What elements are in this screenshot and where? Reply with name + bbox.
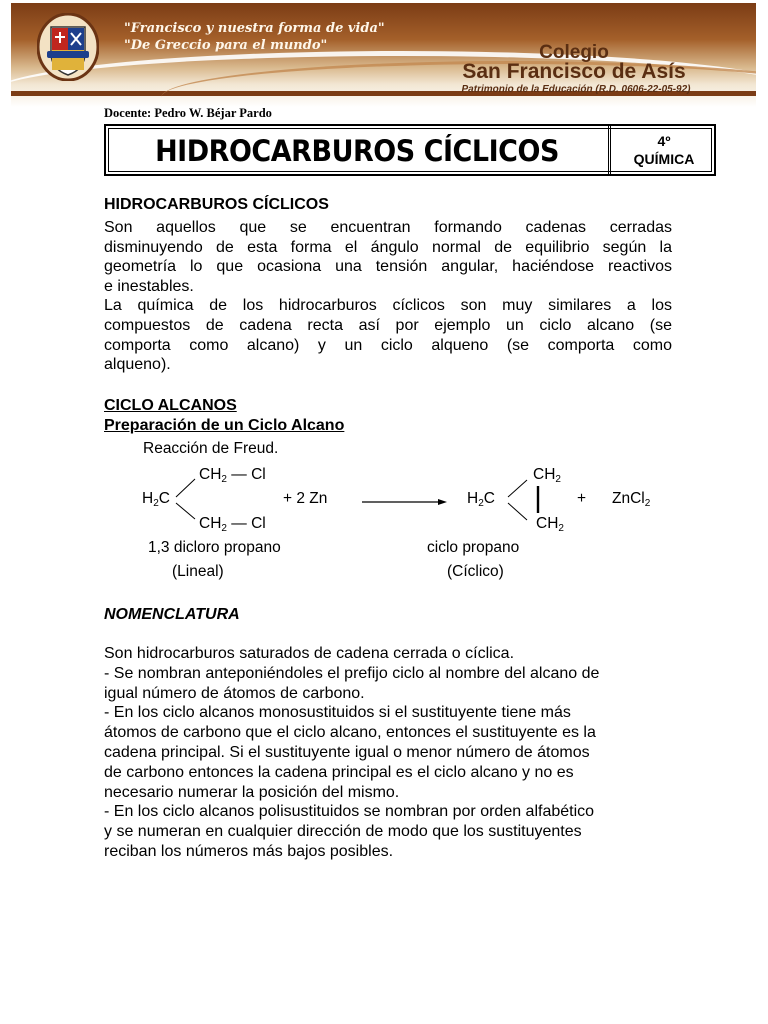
formula-zncl: ZnCl — [612, 490, 645, 507]
product-bond-down — [508, 503, 527, 520]
text-line: alqueno). — [104, 356, 171, 374]
formula-cl: Cl — [251, 515, 266, 532]
formula-ch: CH — [533, 466, 556, 483]
product-name: ciclo propano — [427, 539, 520, 556]
zncl2-formula — [612, 490, 650, 509]
subscript: 2 — [644, 498, 651, 509]
motto-line-2: "De Greccio para el mundo" — [124, 38, 328, 53]
bond-dash: — — [231, 515, 247, 532]
reactant-bond-down — [176, 503, 195, 519]
formula-ch: CH — [536, 515, 559, 532]
subscript: 2 — [221, 474, 227, 485]
text-line: - Se nombran anteponiéndoles el prefijo ciclo al nombre del alcano de — [104, 664, 600, 682]
header-banner — [11, 3, 756, 107]
text-line: geometría lo que ocasiona una tensión angular, haciéndose reactivos — [104, 258, 672, 276]
motto-line-1: "Francisco y nuestra forma de vida" — [124, 21, 385, 36]
reaction-name: Reacción de Freud. — [143, 440, 279, 457]
nomenclatura-body — [104, 644, 672, 862]
ciclo-subheading: Preparación de un Ciclo Alcano — [104, 417, 345, 434]
product-type: (Cíclico) — [447, 563, 504, 580]
text-line: Son aquellos que se encuentran formando cadenas cerradas — [104, 219, 672, 236]
subject-label: QUÍMICA — [633, 151, 695, 167]
text-line: de carbono entonces la cadena principal es el ciclo alcano y no es — [104, 763, 574, 781]
product-h2c — [467, 490, 495, 509]
text-line: y se numeran en cualquier dirección de modo que los sustituyentes — [104, 823, 582, 841]
text-line: e inestables. — [104, 277, 194, 295]
formula-c: C — [158, 490, 170, 507]
text-line: igual número de átomos de carbono. — [104, 684, 365, 702]
subscript: 2 — [478, 498, 484, 509]
text-line: - En los ciclo alcanos monosustituidos si el sustituyente tiene más — [104, 704, 571, 722]
text-line: comporta como alcano) y un ciclo alqueno (se comporta como — [104, 336, 672, 354]
formula-h: H — [467, 490, 479, 507]
title-box-separator — [608, 126, 611, 174]
subscript: 2 — [153, 498, 159, 509]
text-line: cadena principal. Si el sustituyente igual o menor número de átomos — [104, 743, 590, 761]
formula-ch: CH — [199, 466, 222, 483]
subscript: 2 — [221, 523, 227, 534]
intro-paragraph-1 — [104, 218, 672, 375]
text-line: - En los ciclo alcanos polisustituidos se nombran por orden alfabético — [104, 803, 595, 821]
text-line: átomos de carbono que el ciclo alcano, entonces el sustituyente es la — [104, 724, 596, 742]
text-line: disminuyendo de esta forma el ángulo normal de equilibrio según la — [104, 238, 672, 256]
plus-sign: + — [577, 490, 587, 507]
subscript: 2 — [558, 523, 564, 534]
text-line: reciban los números más bajos posibles. — [104, 842, 394, 860]
page-title: HIDROCARBUROS CÍCLICOS — [155, 134, 559, 168]
product-ch2-top — [533, 466, 561, 485]
reagent-zn: + 2 Zn — [283, 490, 328, 507]
text-line: La química de los hidrocarburos cíclicos son muy similares a los — [104, 297, 672, 315]
ciclo-heading: CICLO ALCANOS — [104, 397, 237, 414]
reactant-name: 1,3 dicloro propano — [148, 539, 281, 556]
text-line: necesario numerar la posición del mismo. — [104, 783, 400, 801]
colegio-label: Colegio — [539, 42, 609, 63]
patrimonio-text: Patrimonio de la Educación (R.D. 0606-22-05-92) — [461, 84, 691, 95]
product-bond-up — [508, 480, 527, 497]
reactant-bond-up — [176, 479, 195, 497]
reactant-ch2-cl-bottom — [199, 515, 266, 534]
school-shield-icon — [37, 13, 99, 81]
product-ch2-bottom — [536, 515, 564, 534]
formula-ch: CH — [199, 515, 222, 532]
text-line: compuestos de cadena recta así por ejemplo un ciclo alcano (se — [104, 316, 672, 334]
intro-heading: HIDROCARBUROS CÍCLICOS — [104, 196, 329, 213]
bond-dash: — — [231, 466, 247, 483]
formula-c: C — [483, 490, 495, 507]
reactant-type: (Lineal) — [172, 563, 224, 580]
docente-label: Docente: Pedro W. Béjar Pardo — [104, 106, 272, 120]
formula-h: H — [142, 490, 154, 507]
reaction-arrow-head — [438, 499, 447, 505]
nomenclatura-heading: NOMENCLATURA — [104, 606, 240, 623]
formula-cl: Cl — [251, 466, 266, 483]
reactant-h2c — [142, 490, 170, 509]
grade-subject — [614, 132, 714, 168]
reactant-ch2-cl-top — [199, 466, 266, 485]
school-name: San Francisco de Asís — [462, 60, 686, 83]
title-box — [104, 124, 716, 176]
text-line: Son hidrocarburos saturados de cadena cerrada o cíclica. — [104, 645, 515, 662]
grade-label: 4º — [657, 133, 671, 149]
subscript: 2 — [555, 474, 561, 485]
